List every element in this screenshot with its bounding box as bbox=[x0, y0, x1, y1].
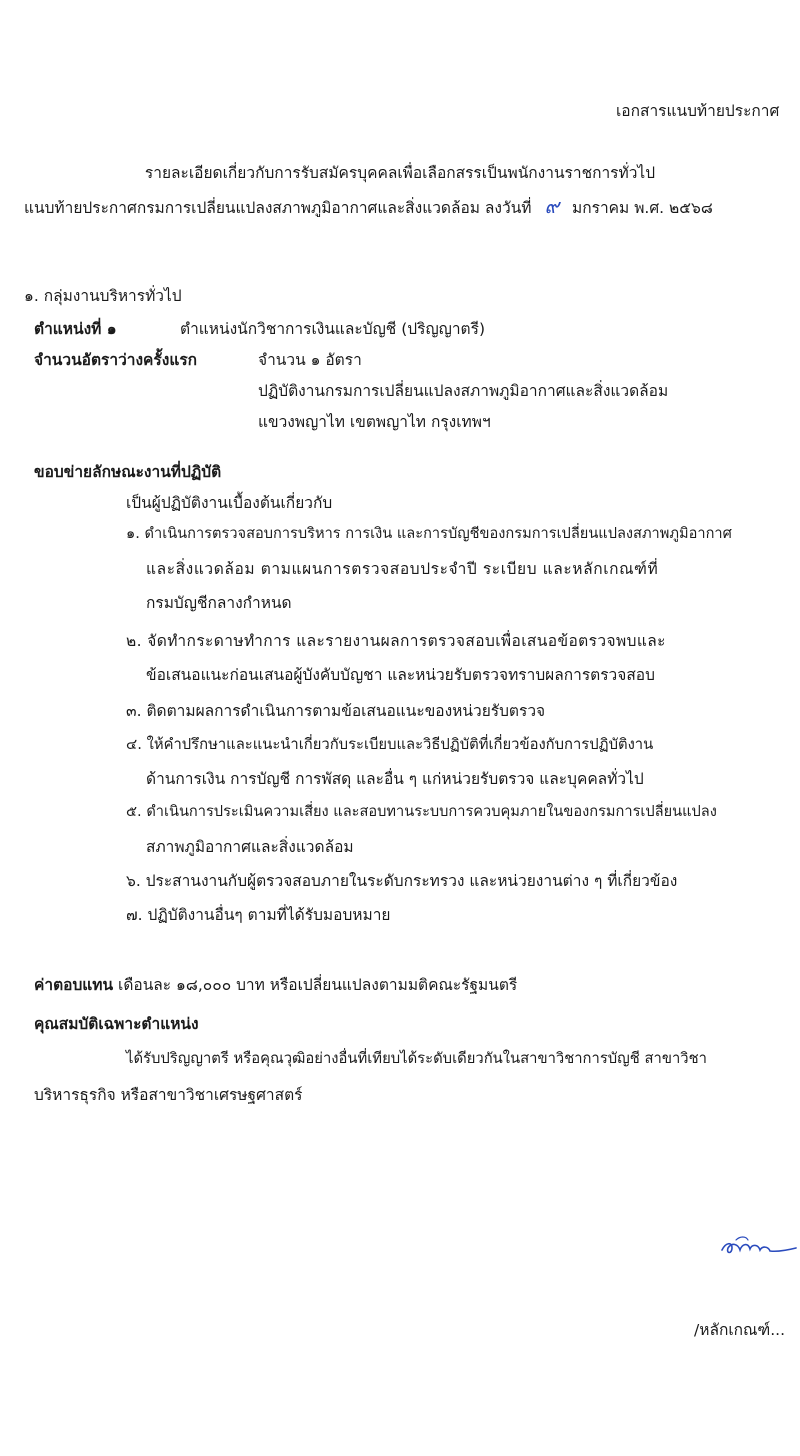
compensation-label: ค่าตอบแทน bbox=[34, 976, 114, 994]
compensation-value: เดือนละ ๑๘,๐๐๐ บาท หรือเปลี่ยนแปลงตามมติคณะรัฐมนตรี bbox=[118, 976, 518, 994]
scope-item-1-line-2: และสิ่งแวดล้อม ตามแผนการตรวจสอบประจำปี ระเบียบ และหลักเกณฑ์ที่ bbox=[146, 560, 659, 578]
scope-intro: เป็นผู้ปฏิบัติงานเบื้องต้นเกี่ยวกับ bbox=[126, 494, 333, 512]
compensation bbox=[34, 972, 517, 997]
position-label: ตำแหน่งที่ ๑ bbox=[34, 320, 117, 338]
continuation-marker: /หลักเกณฑ์... bbox=[694, 1321, 786, 1339]
scope-item-5-line-2: สภาพภูมิอากาศและสิ่งแวดล้อม bbox=[146, 838, 354, 856]
vacancy-location-1: ปฏิบัติงานกรมการเปลี่ยนแปลงสภาพภูมิอากาศและสิ่งแวดล้อม bbox=[258, 382, 669, 400]
document-subtitle bbox=[24, 190, 713, 222]
qualification-heading: คุณสมบัติเฉพาะตำแหน่ง bbox=[34, 1015, 199, 1033]
scope-item-5-line-1: ๕. ดำเนินการประเมินความเสี่ยง และสอบทานระบบการควบคุมภายในของกรมการเปลี่ยนแปลง bbox=[126, 803, 717, 820]
attachment-note: เอกสารแนบท้ายประกาศ bbox=[616, 102, 780, 120]
scope-item-2-line-1: ๒. จัดทำกระดาษทำการ และรายงานผลการตรวจสอบเพื่อเสนอข้อตรวจพบและ bbox=[126, 632, 666, 650]
scope-item-6-line-1: ๖. ประสานงานกับผู้ตรวจสอบภายในระดับกระทรวง และหน่วยงานต่าง ๆ ที่เกี่ยวข้อง bbox=[126, 872, 678, 890]
scope-item-7-line-1: ๗. ปฏิบัติงานอื่นๆ ตามที่ได้รับมอบหมาย bbox=[126, 906, 391, 924]
scope-item-4-line-1: ๔. ให้คำปรึกษาและแนะนำเกี่ยวกับระเบียบและวิธีปฏิบัติที่เกี่ยวข้องกับการปฏิบัติงาน bbox=[126, 736, 654, 753]
vacancy-location-2: แขวงพญาไท เขตพญาไท กรุงเทพฯ bbox=[258, 413, 491, 431]
vacancy-count: จำนวน ๑ อัตรา bbox=[258, 351, 362, 369]
scope-item-4-line-2: ด้านการเงิน การบัญชี การพัสดุ และอื่น ๆ แก่หน่วยรับตรวจ และบุคคลทั่วไป bbox=[146, 770, 644, 788]
signature-mark bbox=[718, 1232, 798, 1262]
subtitle-prefix: แนบท้ายประกาศกรมการเปลี่ยนแปลงสภาพภูมิอากาศและสิ่งแวดล้อม ลงวันที่ bbox=[24, 199, 532, 217]
position-value: ตำแหน่งนักวิชาการเงินและบัญชี (ปริญญาตรี) bbox=[180, 320, 485, 338]
qualification-line-1: ได้รับปริญญาตรี หรือคุณวุฒิอย่างอื่นที่เทียบได้ระดับเดียวกันในสาขาวิชาการบัญชี สาขาวิชา bbox=[126, 1050, 707, 1067]
handwritten-day: ๙ bbox=[544, 194, 560, 218]
document-title: รายละเอียดเกี่ยวกับการรับสมัครบุคคลเพื่อเลือกสรรเป็นพนักงานราชการทั่วไป bbox=[144, 164, 656, 182]
section-heading: ๑. กลุ่มงานบริหารทั่วไป bbox=[24, 287, 182, 305]
scope-heading: ขอบข่ายลักษณะงานที่ปฏิบัติ bbox=[34, 463, 222, 481]
subtitle-suffix: มกราคม พ.ศ. ๒๕๖๘ bbox=[572, 199, 713, 217]
qualification-line-2: บริหารธุรกิจ หรือสาขาวิชาเศรษฐศาสตร์ bbox=[34, 1086, 303, 1104]
scope-item-2-line-2: ข้อเสนอแนะก่อนเสนอผู้บังคับบัญชา และหน่วยรับตรวจทราบผลการตรวจสอบ bbox=[146, 666, 655, 684]
scope-item-1-line-1: ๑. ดำเนินการตรวจสอบการบริหาร การเงิน และการบัญชีของกรมการเปลี่ยนแปลงสภาพภูมิอากาศ bbox=[126, 525, 732, 542]
scope-item-3-line-1: ๓. ติดตามผลการดำเนินการตามข้อเสนอแนะของหน่วยรับตรวจ bbox=[126, 702, 546, 720]
vacancy-label: จำนวนอัตราว่างครั้งแรก bbox=[34, 351, 198, 369]
scope-item-1-line-3: กรมบัญชีกลางกำหนด bbox=[146, 594, 292, 612]
